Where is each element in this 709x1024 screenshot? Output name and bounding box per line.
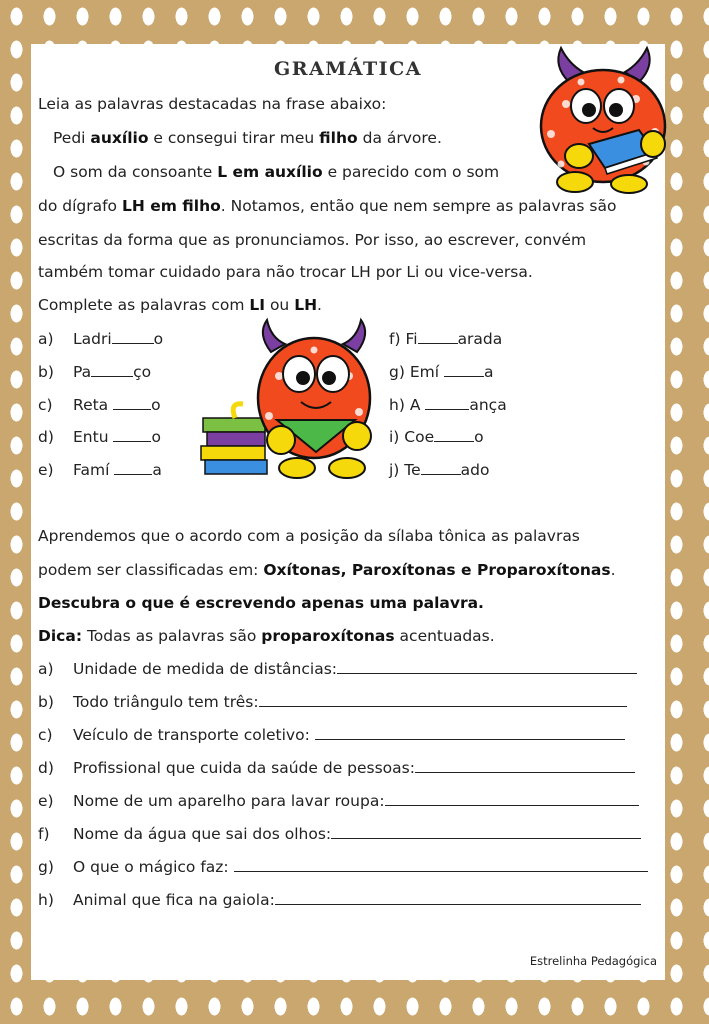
exercise-item-b[interactable]: b) Pa ço <box>38 363 152 381</box>
intro-line-3: O som da consoante L em auxílio e parecido com o som <box>53 163 500 181</box>
section2-line-2: podem ser classificadas em: Oxítonas, Paroxítonas e Proparoxítonas. <box>38 561 616 579</box>
question-d[interactable]: d) Profissional que cuida da saúde de pessoas: <box>38 758 635 778</box>
monster-books-illustration <box>199 316 374 481</box>
question-g[interactable]: g) O que o mágico faz: <box>38 857 648 877</box>
hint-line: Dica: Todas as palavras são proparoxítonas acentuadas. <box>38 627 495 645</box>
exercise-item-e[interactable]: e) Famí a <box>38 461 162 479</box>
exercise-item-f[interactable]: f) Fi arada <box>389 330 503 348</box>
question-e[interactable]: e) Nome de um aparelho para lavar roupa: <box>38 791 639 811</box>
page-title: GRAMÁTICA <box>274 58 422 80</box>
question-f[interactable]: f) Nome da água que sai dos olhos: <box>38 824 641 844</box>
intro-line-6: também tomar cuidado para não trocar LH por Li ou vice-versa. <box>38 263 533 281</box>
section2-line-3: Descubra o que é escrevendo apenas uma palavra. <box>38 594 484 612</box>
exercise-item-j[interactable]: j) Te ado <box>389 461 490 479</box>
intro-line-4: do dígrafo LH em filho. Notamos, então que nem sempre as palavras são <box>38 197 617 215</box>
intro-line-1: Leia as palavras destacadas na frase abaixo: <box>38 95 387 113</box>
monster-reading-illustration <box>531 44 681 194</box>
instruction-line: Complete as palavras com LI ou LH. <box>38 296 322 314</box>
worksheet <box>31 44 665 980</box>
exercise-item-d[interactable]: d) Entu o <box>38 428 161 446</box>
footer-credit: Estrelinha Pedagógica <box>529 954 657 968</box>
exercise-item-a[interactable]: a) Ladri o <box>38 330 164 348</box>
exercise-item-c[interactable]: c) Reta o <box>38 396 161 414</box>
intro-sentence: Pedi auxílio e consegui tirar meu filho da árvore. <box>53 129 442 147</box>
question-b[interactable]: b) Todo triângulo tem três: <box>38 692 627 712</box>
intro-line-5: escritas da forma que as pronunciamos. Por isso, ao escrever, convém <box>38 231 587 249</box>
exercise-item-i[interactable]: i) Coe o <box>389 428 484 446</box>
question-a[interactable]: a) Unidade de medida de distâncias: <box>38 659 637 679</box>
question-c[interactable]: c) Veículo de transporte coletivo: <box>38 725 625 745</box>
section2-line-1: Aprendemos que o acordo com a posição da sílaba tônica as palavras <box>38 527 580 545</box>
exercise-item-g[interactable]: g) Emí a <box>389 363 494 381</box>
exercise-item-h[interactable]: h) A ança <box>389 396 507 414</box>
question-h[interactable]: h) Animal que fica na gaiola: <box>38 890 641 910</box>
